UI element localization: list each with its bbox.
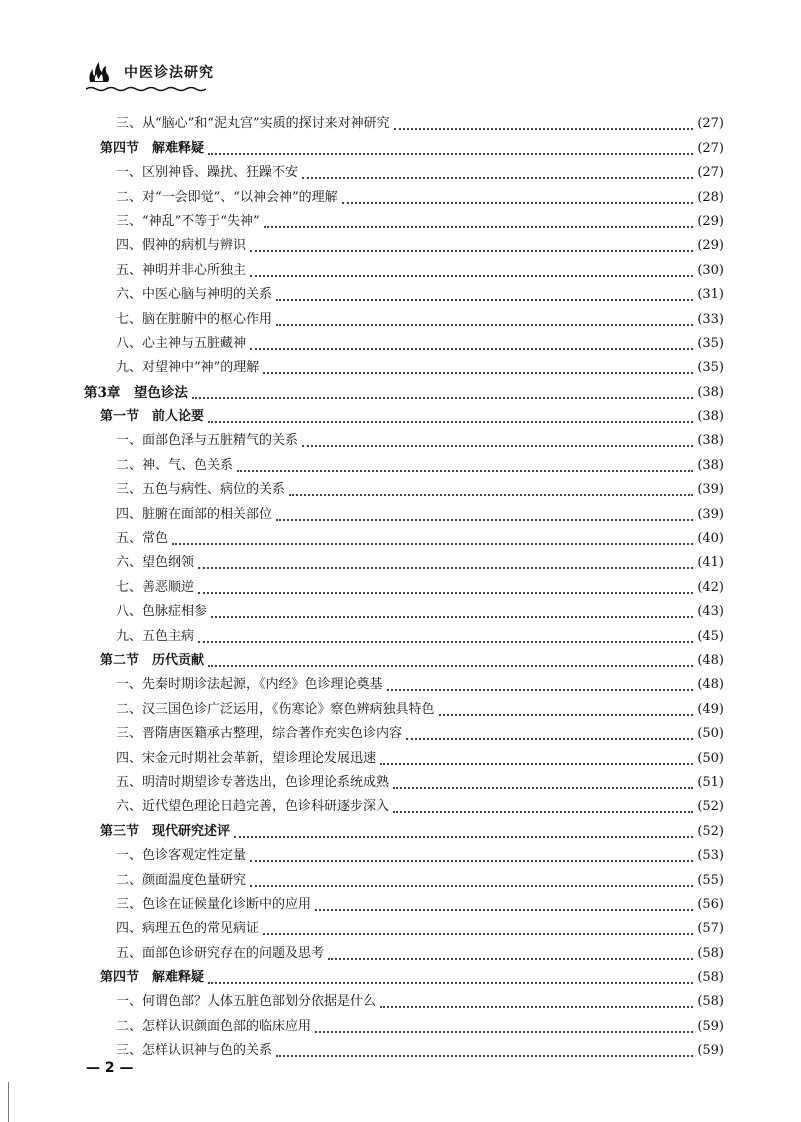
toc-entry-title: 五、神明并非心所独主 (116, 262, 247, 278)
toc-entry-item (84, 234, 724, 258)
toc-entry-page: (59) (697, 1018, 724, 1034)
toc-entry-section (84, 819, 724, 843)
toc-entry-page: (58) (697, 945, 724, 961)
toc-entry-title: 四、病理五色的常见病证 (116, 921, 260, 937)
toc-entry-page: (45) (697, 628, 724, 644)
toc-entry-page: (53) (697, 848, 724, 864)
toc-entry-item (84, 673, 724, 697)
toc-entry-item (84, 112, 724, 136)
header-rule (86, 86, 206, 92)
toc-entry-title: 三、晋隋唐医籍承古整理，综合著作充实色诊内容 (116, 726, 403, 742)
toc-entry-page: (38) (697, 433, 724, 449)
toc-entry-page: (28) (697, 189, 724, 205)
toc-entry-title: 五、面部色诊研究存在的问题及思考 (116, 945, 325, 961)
toc-entry-item (84, 746, 724, 770)
toc-entry-section (84, 405, 724, 429)
toc-entry-title: 三、怎样认识神与色的关系 (116, 1043, 273, 1059)
toc-entry-title: 九、五色主病 (116, 628, 195, 644)
toc-entry-title: 六、中医心脑与神明的关系 (116, 287, 273, 303)
toc-entry-item (84, 600, 724, 624)
toc-entry-item (84, 941, 724, 965)
toc-leader-dots (380, 763, 693, 765)
toc-entry-page: (40) (697, 531, 724, 547)
toc-leader-dots (208, 153, 693, 155)
toc-entry-page: (39) (697, 482, 724, 498)
toc-leader-dots (276, 1055, 693, 1057)
toc-entry-title: 二、颜面温度色量研究 (116, 872, 247, 888)
binding-line (8, 1082, 9, 1122)
toc-leader-dots (263, 933, 693, 935)
toc-entry-page: (50) (697, 750, 724, 766)
toc-entry-title: 第四节 解难释疑 (100, 140, 205, 156)
toc-entry-title: 二、神、气、色关系 (116, 457, 234, 473)
toc-entry-item (84, 868, 724, 892)
toc-entry-title: 七、脑在脏腑中的枢心作用 (116, 311, 273, 327)
toc-leader-dots (393, 811, 693, 813)
toc-entry-item (84, 527, 724, 551)
toc-entry-title: 二、对“一会即觉”、“以神会神”的理解 (116, 189, 338, 205)
toc-entry-item (84, 478, 724, 502)
toc-entry-page: (29) (697, 238, 724, 254)
toc-entry-page: (58) (697, 994, 724, 1010)
toc-entry-title: 七、善恶顺逆 (116, 579, 195, 595)
toc-entry-title: 六、望色纲领 (116, 555, 195, 571)
toc-entry-item (84, 722, 724, 746)
toc-entry-page: (39) (697, 506, 724, 522)
toc-entry-title: 第三节 现代研究述评 (100, 823, 231, 839)
toc-leader-dots (315, 1031, 693, 1033)
toc-entry-page: (52) (697, 799, 724, 815)
toc-leader-dots (250, 250, 693, 252)
toc-entry-title: 三、色诊在证候量化诊断中的应用 (116, 896, 312, 912)
toc-entry-item (84, 429, 724, 453)
toc-entry-title: 三、五色与病性、病位的关系 (116, 482, 286, 498)
toc-entry-section (84, 649, 724, 673)
toc-entry-item (84, 502, 724, 526)
toc-entry-title: 第3章 望色诊法 (84, 384, 188, 401)
toc-leader-dots (250, 275, 693, 277)
toc-leader-dots (192, 397, 693, 399)
page-number: — 2 — (86, 1060, 134, 1076)
toc-entry-item (84, 332, 724, 356)
toc-entry-page: (38) (697, 409, 724, 425)
toc-entry-title: 一、面部色泽与五脏精气的关系 (116, 433, 299, 449)
toc-entry-item (84, 990, 724, 1014)
toc-entry-page: (59) (697, 1043, 724, 1059)
toc-leader-dots (250, 860, 693, 862)
toc-entry-item (84, 283, 724, 307)
toc-entry-item (84, 258, 724, 282)
toc-leader-dots (289, 494, 693, 496)
toc-entry-page: (27) (697, 165, 724, 181)
toc-entry-item (84, 771, 724, 795)
toc-entry-item (84, 624, 724, 648)
toc-entry-title: 一、区别神昏、躁扰、狂躁不安 (116, 165, 299, 181)
toc-leader-dots (276, 519, 693, 521)
toc-entry-item (84, 795, 724, 819)
toc-entry-section (84, 966, 724, 990)
toc-leader-dots (406, 738, 693, 740)
toc-leader-dots (380, 1006, 693, 1008)
toc-leader-dots (439, 714, 694, 716)
toc-entry-item (84, 161, 724, 185)
toc-entry-title: 五、常色 (116, 531, 169, 547)
toc-entry-item (84, 844, 724, 868)
toc-entry-page: (48) (697, 652, 724, 668)
toc-entry-title: 第二节 历代贡献 (100, 652, 205, 668)
toc-entry-item (84, 1014, 724, 1038)
toc-entry-page: (52) (697, 823, 724, 839)
toc-leader-dots (211, 616, 693, 618)
toc-entry-section (84, 136, 724, 160)
toc-leader-dots (276, 324, 693, 326)
toc-entry-chapter (84, 380, 724, 404)
toc-entry-title: 一、色诊客观定性定量 (116, 848, 247, 864)
toc-leader-dots (342, 202, 694, 204)
toc-entry-page: (35) (697, 335, 724, 351)
toc-entry-page: (35) (697, 360, 724, 376)
toc-entry-item (84, 893, 724, 917)
book-title: 中医诊法研究 (124, 65, 214, 81)
toc-entry-item (84, 575, 724, 599)
toc-leader-dots (328, 958, 693, 960)
toc-entry-title: 三、“神乱”不等于“失神” (116, 213, 260, 229)
toc-leader-dots (198, 592, 693, 594)
toc-leader-dots (393, 787, 693, 789)
toc-leader-dots (250, 885, 693, 887)
toc-entry-item (84, 697, 724, 721)
toc-entry-page: (30) (697, 262, 724, 278)
toc-entry-title: 三、从“脑心”和“泥丸宫”实质的探讨来对神研究 (116, 116, 390, 132)
toc-leader-dots (264, 226, 694, 228)
toc-entry-item (84, 210, 724, 234)
toc-entry-page: (49) (697, 701, 724, 717)
toc-entry-title: 二、汉三国色诊广泛运用，《伤寒论》察色辨病独具特色 (116, 701, 435, 717)
table-of-contents (84, 112, 724, 1063)
toc-entry-title: 一、何谓色部？人体五脏色部划分依据是什么 (116, 994, 377, 1010)
toc-leader-dots (198, 567, 693, 569)
toc-leader-dots (276, 299, 693, 301)
toc-entry-page: (38) (697, 457, 724, 473)
toc-entry-item (84, 551, 724, 575)
toc-leader-dots (234, 836, 693, 838)
toc-entry-title: 四、脏腑在面部的相关部位 (116, 506, 273, 522)
toc-entry-page: (29) (697, 213, 724, 229)
toc-entry-page: (38) (697, 384, 724, 400)
toc-entry-item (84, 1039, 724, 1063)
toc-entry-title: 四、宋金元时期社会革新，望诊理论发展迅速 (116, 750, 377, 766)
toc-leader-dots (263, 372, 693, 374)
toc-entry-item (84, 185, 724, 209)
toc-entry-page: (57) (697, 921, 724, 937)
toc-entry-page: (31) (697, 287, 724, 303)
toc-entry-title: 第一节 前人论要 (100, 409, 205, 425)
toc-leader-dots (237, 470, 693, 472)
toc-entry-page: (56) (697, 896, 724, 912)
toc-entry-title: 九、对望神中“神”的理解 (116, 360, 260, 376)
toc-entry-page: (48) (697, 677, 724, 693)
toc-leader-dots (302, 177, 693, 179)
toc-entry-item (84, 307, 724, 331)
toc-entry-title: 四、假神的病机与辨识 (116, 238, 247, 254)
toc-leader-dots (387, 689, 694, 691)
toc-leader-dots (198, 641, 693, 643)
toc-leader-dots (172, 543, 693, 545)
toc-entry-title: 第四节 解难释疑 (100, 970, 205, 986)
toc-leader-dots (208, 421, 693, 423)
toc-entry-title: 五、明清时期望诊专著迭出，色诊理论系统成熟 (116, 774, 390, 790)
toc-entry-page: (41) (697, 555, 724, 571)
toc-leader-dots (208, 665, 693, 667)
toc-entry-item (84, 453, 724, 477)
running-header (86, 60, 214, 84)
toc-entry-item (84, 917, 724, 941)
toc-entry-title: 六、近代望色理论日趋完善，色诊科研逐步深入 (116, 799, 390, 815)
toc-leader-dots (208, 982, 693, 984)
toc-entry-title: 八、色脉症相参 (116, 604, 208, 620)
toc-entry-page: (33) (697, 311, 724, 327)
toc-entry-title: 一、先秦时期诊法起源，《内经》色诊理论奠基 (116, 677, 383, 693)
toc-leader-dots (302, 445, 693, 447)
toc-leader-dots (250, 348, 693, 350)
toc-leader-dots (394, 128, 694, 130)
toc-entry-page: (51) (697, 774, 724, 790)
toc-entry-item (84, 356, 724, 380)
toc-entry-page: (55) (697, 872, 724, 888)
toc-entry-page: (50) (697, 726, 724, 742)
toc-entry-page: (27) (697, 116, 724, 132)
flame-logo-icon (86, 60, 112, 84)
toc-leader-dots (315, 909, 693, 911)
toc-entry-title: 八、心主神与五脏藏神 (116, 335, 247, 351)
toc-entry-page: (27) (697, 140, 724, 156)
toc-entry-page: (58) (697, 970, 724, 986)
toc-entry-title: 二、怎样认识颜面色部的临床应用 (116, 1018, 312, 1034)
toc-entry-page: (42) (697, 579, 724, 595)
toc-entry-page: (43) (697, 604, 724, 620)
